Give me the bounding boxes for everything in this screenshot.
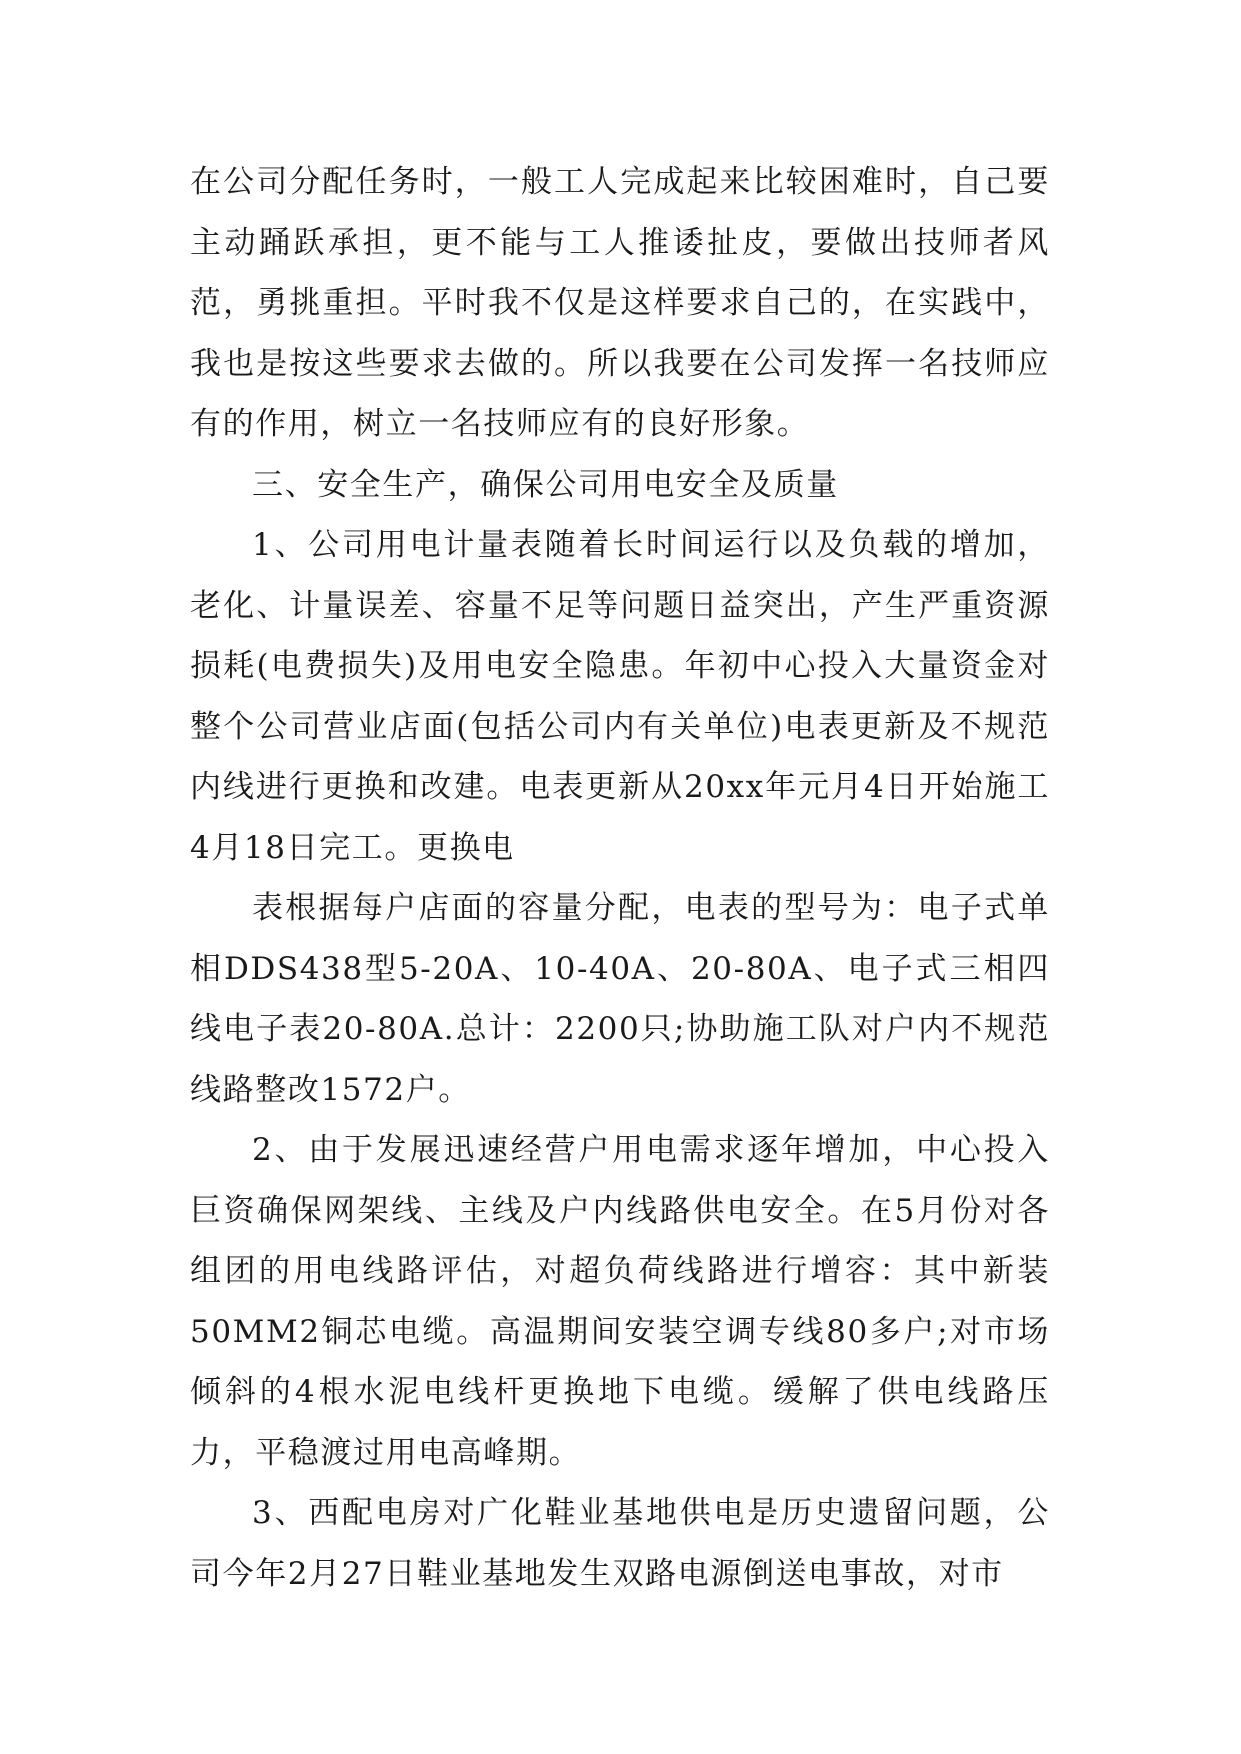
paragraph-item-1: 1、公司用电计量表随着长时间运行以及负载的增加，老化、计量误差、容量不足等问题日益突出，产生严重资源损耗(电费损失)及用电安全隐患。年初中心投入大量资金对整个公司营业店面(包括公司内有关单位)电表更新及不规范内线进行更换和改建。电表更新从20xx年元月4日开始施工4月18日完工。更换电 [190, 527, 1050, 866]
paragraph-item-2: 2、由于发展迅速经营户用电需求逐年增加，中心投入巨资确保网架线、主线及户内线路供电安全。在5月份对各组团的用电线路评估，对超负荷线路进行增容：其中新装50MM2铜芯电缆。高温期间安装空调专线80多户;对市场倾斜的4根水泥电线杆更换地下电缆。缓解了供电线路压力，平稳渡过用电高峰期。 [190, 1132, 1050, 1471]
section-heading-safety: 三、安全生产，确保公司用电安全及质量 [252, 466, 839, 503]
paragraph-item-3: 3、西配电房对广化鞋业基地供电是历史遗留问题，公司今年2月27日鞋业基地发生双路电源倒送电事故，对市 [190, 1495, 1050, 1592]
body-text [190, 152, 1050, 1604]
paragraph-duty: 在公司分配任务时，一般工人完成起来比较困难时，自己要主动踊跃承担，更不能与工人推诿扯皮，要做出技师者风范，勇挑重担。平时我不仅是这样要求自己的，在实践中，我也是按这些要求去做的。所以我要在公司发挥一名技师应有的作用，树立一名技师应有的良好形象。 [190, 164, 1050, 442]
paragraph-meter-models: 表根据每户店面的容量分配，电表的型号为：电子式单相DDS438型5-20A、10-40A、20-80A、电子式三相四线电子表20-80A.总计：2200只;协助施工队对户内不规范线路整改1572户。 [190, 890, 1050, 1108]
